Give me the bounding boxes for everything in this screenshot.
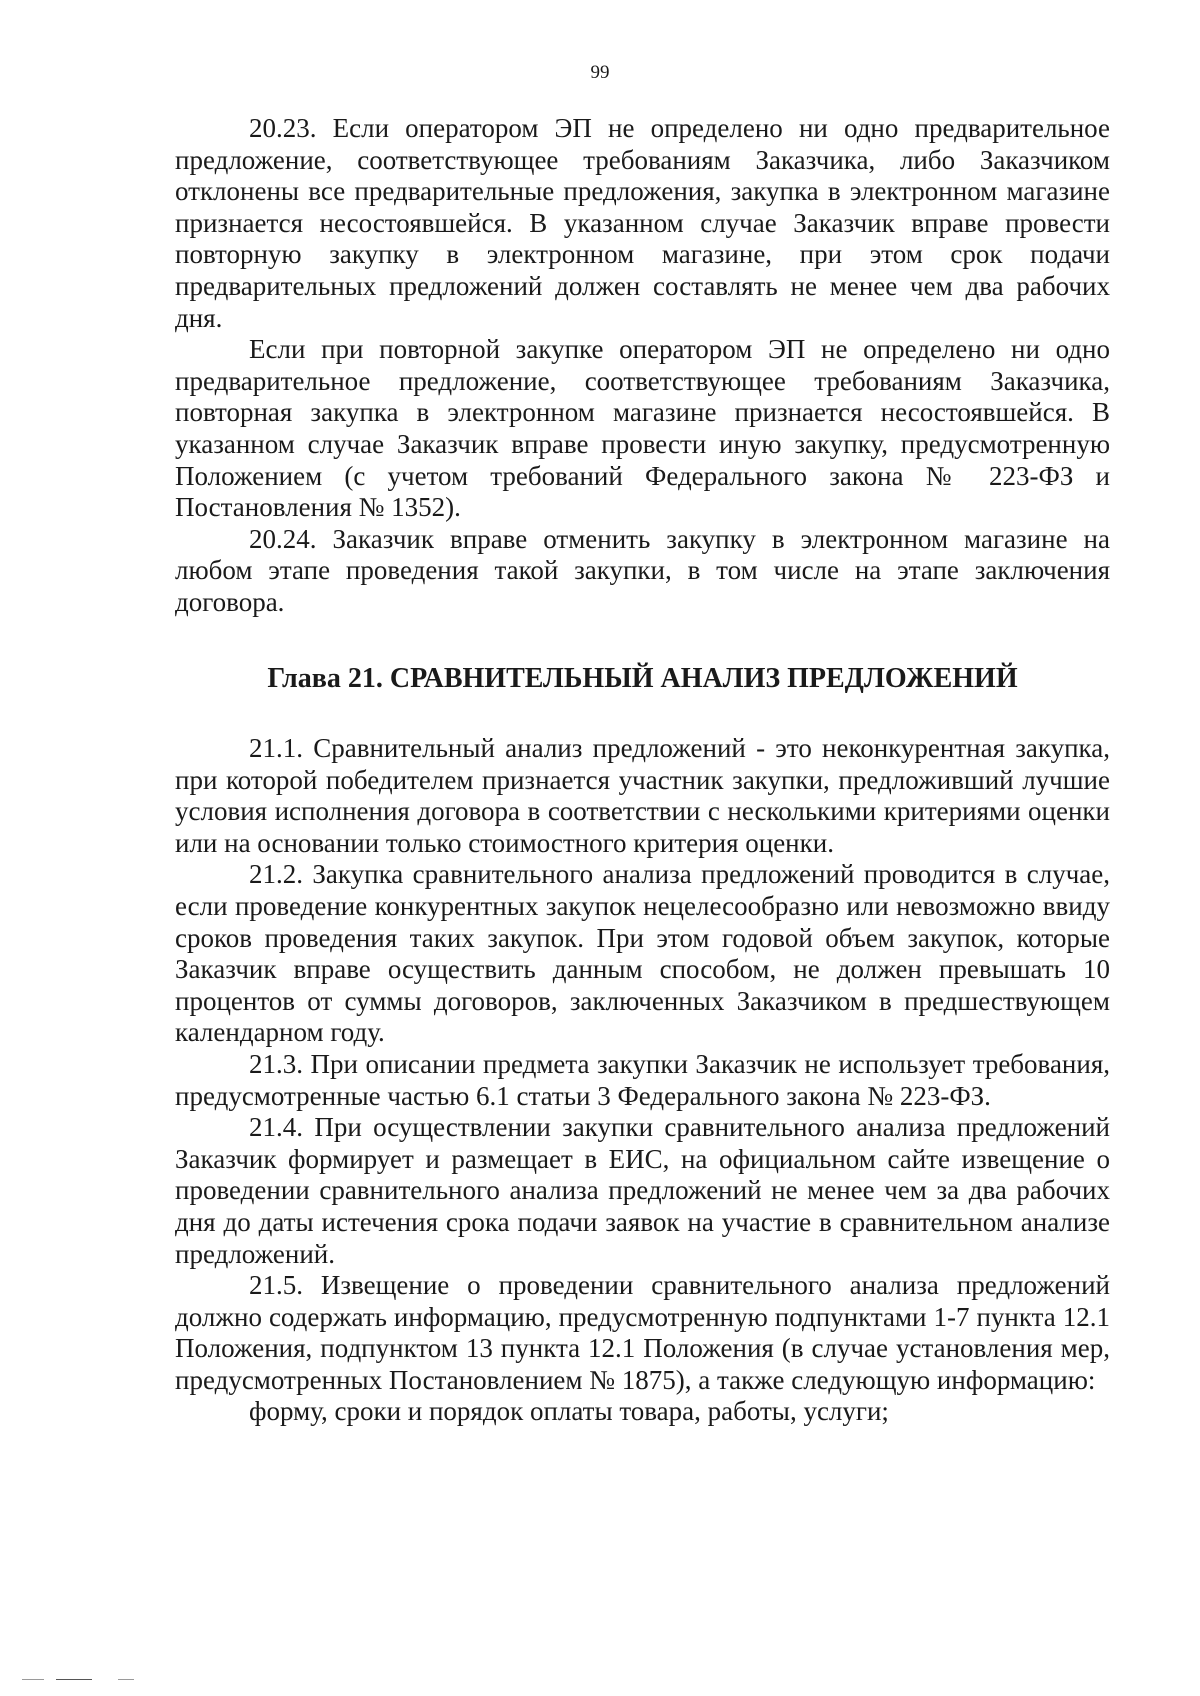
paragraph-21-3: 21.3. При описании предмета закупки Заказчик не использует требования, предусмотренные частью 6.1 статьи 3 Федерального закона № 223-ФЗ. <box>175 1048 1110 1111</box>
paragraph-20-24: 20.24. Заказчик вправе отменить закупку в электронном магазине на любом этапе проведения такой закупки, в том числе на этапе заключения договора. <box>175 523 1110 617</box>
paragraph-21-2: 21.2. Закупка сравнительного анализа предложений проводится в случае, если проведение конкурентных закупок нецелесообразно или невозможно ввиду сроков проведения таких закупок. При этом годовой объем закупок, которые Заказчик вправе осуществить данным способом, не должен превышать 10 процентов от суммы договоров, заключенных Заказчиком в предшествующем календарном году. <box>175 859 1110 1048</box>
paragraph-20-23: 20.23. Если оператором ЭП не определено ни одно предварительное предложение, соответствующее требованиям Заказчика, либо Заказчиком отклонены все предварительные предложения, закупка в электронном магазине признается несостоявшейся. В указанном случае Заказчик вправе провести повторную закупку в электронном магазине, при этом срок подачи предварительных предложений должен составлять не менее чем два рабочих дня. <box>175 113 1110 333</box>
paragraph-21-5: 21.5. Извещение о проведении сравнительного анализа предложений должно содержать информацию, предусмотренную подпунктами 1-7 пункта 12.1 Положения, подпунктом 13 пункта 12.1 Положения (в случае установления мер, предусмотренных Постановлением № 1875), а также следующую информацию: <box>175 1270 1110 1395</box>
paragraph-21-1: 21.1. Сравнительный анализ предложений - это неконкурентная закупка, при которой победителем признается участник закупки, предложивший лучшие условия исполнения договора в соответствии с несколькими критериями оценки или на основании только стоимостного критерия оценки. <box>175 733 1110 858</box>
section-20-text <box>175 113 1110 619</box>
paragraph-payment-terms: форму, сроки и порядок оплаты товара, работы, услуги; <box>249 1396 889 1427</box>
page-number: 99 <box>590 62 610 83</box>
scan-artifact-marks <box>22 1679 132 1681</box>
paragraph-21-4: 21.4. При осуществлении закупки сравнительного анализа предложений Заказчик формирует и размещает в ЕИС, на официальном сайте извещение о проведении сравнительного анализа предложений не менее чем за два рабочих дня до даты истечения срока подачи заявок на участие в сравнительном анализе предложений. <box>175 1112 1110 1269</box>
section-21-text <box>175 733 1110 1428</box>
paragraph-repeat-purchase: Если при повторной закупке оператором ЭП не определено ни одно предварительное предложение, соответствующее требованиям Заказчика, повторная закупка в электронном магазине признается несостоявшейся. В указанном случае Заказчик вправе провести иную закупку, предусмотренную Положением (с учетом требований Федерального закона № 223-ФЗ и Постановления № 1352). <box>175 334 1110 523</box>
chapter-title: Глава 21. СРАВНИТЕЛЬНЫЙ АНАЛИЗ ПРЕДЛОЖЕНИЙ <box>267 663 1018 694</box>
